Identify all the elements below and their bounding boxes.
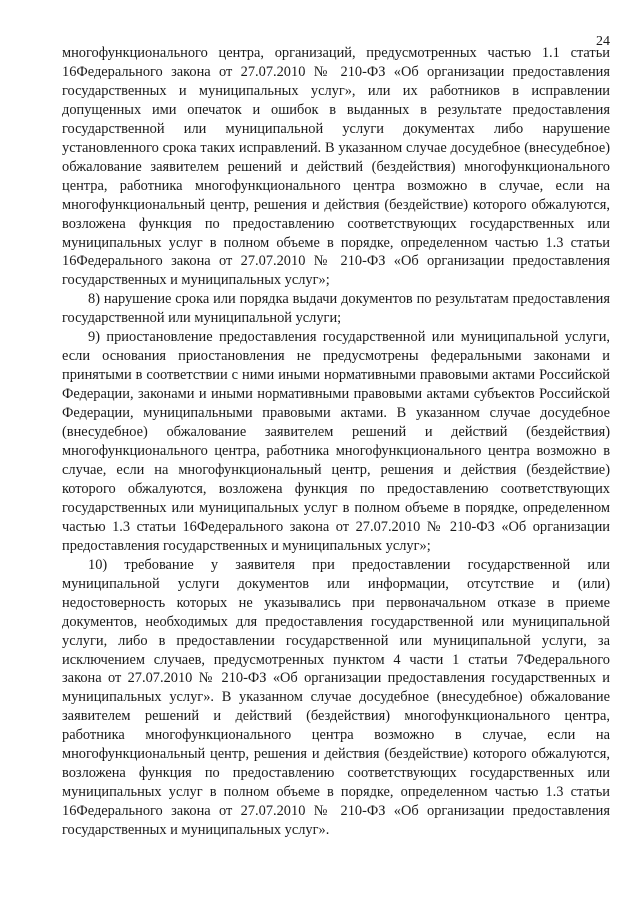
document-body [62,44,610,840]
paragraph-item-8: 8) нарушение срока или порядка выдачи документов по результатам предоставления государственной или муниципальной услуги; [62,291,610,327]
paragraph-item-9: 9) приостановление предоставления государственной или муниципальной услуги, если основания приостановления не предусмотрены федеральными законами и принятыми в соответствии с ними иными нормативными правовыми актами Российской Федерации, законами и иными нормативными правовыми актами субъектов Российской Федерации, муниципальными правовыми актами. В указанном случае досудебное (внесудебное) обжалование заявителем решений и действий (бездействия) многофункционального центра, работника многофункционального центра возможно в случае, если на многофункциональный центр, решения и действия (бездействие) которого обжалуются, возложена функция по предоставлению соответствующих государственных или муниципальных услуг в полном объеме в порядке, определенном частью 1.3 статьи 16Федерального закона от 27.07.2010 № 210-ФЗ «Об организации предоставления государственных и муниципальных услуг»; [62,329,610,554]
paragraph-continuation: многофункционального центра, организаций, предусмотренных частью 1.1 статьи 16Федерального закона от 27.07.2010 № 210-ФЗ «Об организации предоставления государственных и муниципальных услуг», или их работников в исправлении допущенных ими опечаток и ошибок в выданных в результате предоставления государственной или муниципальной услуги документах либо нарушение установленного срока таких исправлений. В указанном случае досудебное (внесудебное) обжалование заявителем решений и действий (бездействия) многофункционального центра, работника многофункционального центра возможно в случае, если на многофункциональный центр, решения и действия (бездействие) которого обжалуются, возложена функция по предоставлению соответствующих государственных или муниципальных услуг в полном объеме в порядке, определенном частью 1.3 статьи 16Федерального закона от 27.07.2010 № 210-ФЗ «Об организации предоставления государственных и муниципальных услуг»; [62,45,610,289]
page-number: 24 [596,34,610,49]
paragraph-item-10: 10) требование у заявителя при предоставлении государственной или муниципальной услуги документов или информации, отсутствие и (или) недостоверность которых не указывались при первоначальном отказе в приеме документов, необходимых для предоставления государственной или муниципальной услуги, либо в предоставлении государственной или муниципальной услуги, за исключением случаев, предусмотренных пунктом 4 части 1 статьи 7Федерального закона от 27.07.2010 № 210-ФЗ «Об организации предоставления государственных и муниципальных услуг». В указанном случае досудебное (внесудебное) обжалование заявителем решений и действий (бездействия) многофункционального центра, работника многофункционального центра возможно в случае, если на многофункциональный центр, решения и действия (бездействие) которого обжалуются, возложена функция по предоставлению соответствующих государственных или муниципальных услуг в полном объеме в порядке, определенном частью 1.3 статьи 16Федерального закона от 27.07.2010 № 210-ФЗ «Об организации предоставления государственных и муниципальных услуг». [62,556,610,839]
